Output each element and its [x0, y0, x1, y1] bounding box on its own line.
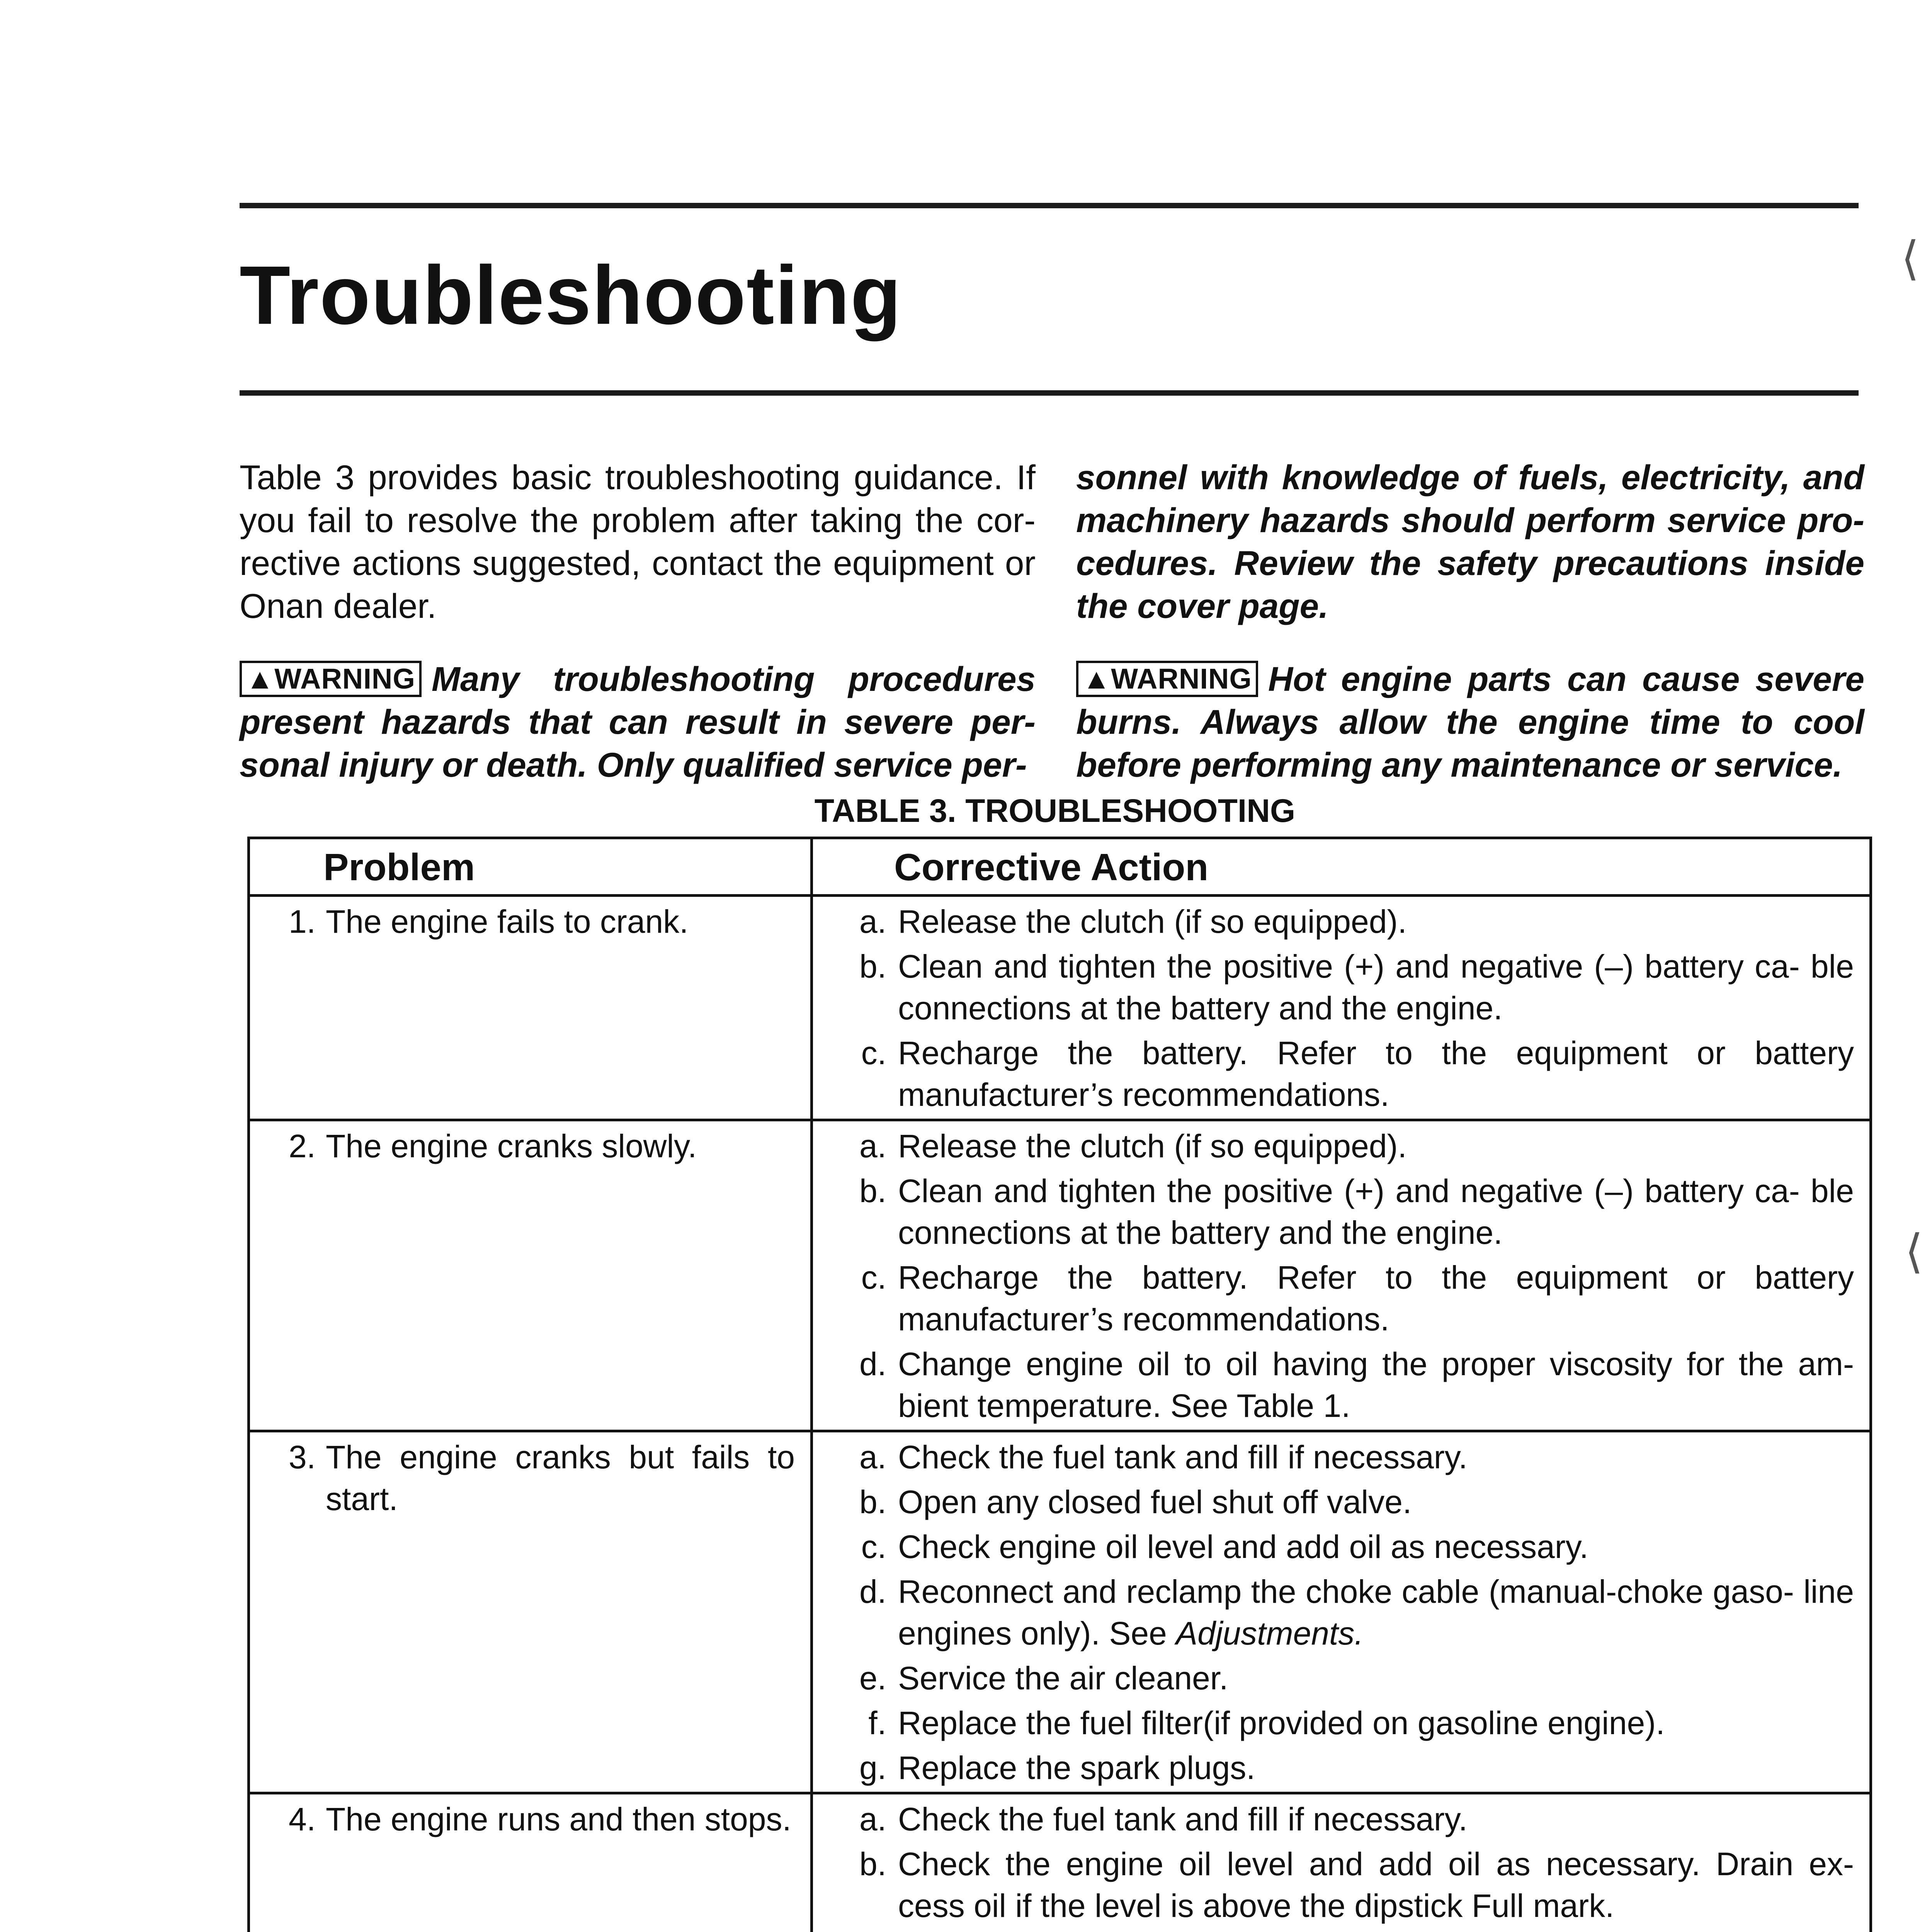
- problem-cell: [249, 896, 812, 1120]
- corrective-action-cell: [812, 1431, 1871, 1793]
- top-rule: [240, 203, 1859, 208]
- action-text: Clean and tighten the positive (+) and negative (–) battery ca- ble connections at the battery and the engine.: [898, 1173, 1854, 1251]
- action-letter: a.: [859, 1439, 886, 1475]
- action-text-wrap: [898, 1032, 1854, 1116]
- problem-number: 1.: [288, 903, 316, 940]
- table-row: [249, 896, 1871, 1120]
- title-underline-rule: [240, 390, 1859, 396]
- table-body: [249, 896, 1871, 1932]
- action-text: Replace the spark plugs.: [898, 1750, 1255, 1786]
- action-text-wrap: [898, 901, 1854, 942]
- action-text: Change engine oil to oil having the proper viscosity for the am- bient temperature. See Table 1.: [898, 1346, 1854, 1424]
- action-item: [828, 1657, 1854, 1699]
- intro-paragraph: Table 3 provides basic troubleshooting guidance. If you fail to resolve the problem after taking the cor- rective actions suggested, contact the equipment or Onan dealer.: [240, 458, 1036, 625]
- problem-cell: [249, 1431, 812, 1793]
- corrective-action-cell: [812, 896, 1871, 1120]
- action-letter: g.: [859, 1750, 886, 1786]
- action-item: [828, 1930, 1854, 1932]
- problem-text: The engine fails to crank.: [326, 903, 689, 940]
- action-item: [828, 946, 1854, 1029]
- action-letter: b.: [859, 1846, 886, 1882]
- action-text-wrap: [898, 1125, 1854, 1167]
- action-text-wrap: [898, 1798, 1854, 1840]
- action-text: Check the fuel tank and fill if necessary.: [898, 1439, 1468, 1475]
- table-row: [249, 1120, 1871, 1431]
- warning-1-left: [240, 658, 1036, 786]
- action-text-wrap: [898, 1481, 1854, 1523]
- action-letter: a.: [859, 903, 886, 940]
- action-item: [828, 1526, 1854, 1568]
- action-item: [828, 1843, 1854, 1927]
- action-text-wrap: [898, 1571, 1854, 1654]
- action-letter: a.: [859, 1128, 886, 1164]
- action-text-wrap: [898, 1343, 1854, 1427]
- action-text-wrap: [898, 1747, 1854, 1789]
- action-text-wrap: [898, 946, 1854, 1029]
- problem-number: 3.: [288, 1439, 316, 1475]
- action-reference: Adjustments.: [1176, 1615, 1364, 1651]
- action-text: Release the clutch (if so equipped).: [898, 1128, 1407, 1164]
- action-letter: d.: [859, 1346, 886, 1382]
- action-letter: b.: [859, 1173, 886, 1209]
- action-text: Check engine oil level and add oil as necessary.: [898, 1529, 1588, 1565]
- action-item: [828, 1571, 1854, 1654]
- action-item: [828, 901, 1854, 942]
- warning-triangle-icon: ▲: [246, 663, 275, 695]
- corrective-action-cell: [812, 1793, 1871, 1932]
- warning-2: [1076, 658, 1864, 786]
- action-text-wrap: [898, 1843, 1854, 1927]
- problem-text: The engine runs and then stops.: [326, 1801, 791, 1837]
- action-text-wrap: [898, 1170, 1854, 1253]
- problem-text: The engine cranks slowly.: [326, 1128, 697, 1164]
- action-text: Service the air cleaner.: [898, 1660, 1228, 1696]
- action-text: Recharge the battery. Refer to the equipment or battery manufacturer’s recommendations.: [898, 1035, 1854, 1113]
- action-text-wrap: [898, 1930, 1854, 1932]
- action-letter: b.: [859, 1484, 886, 1520]
- action-item: [828, 1032, 1854, 1116]
- action-text-wrap: [898, 1257, 1854, 1340]
- table-caption: TABLE 3. TROUBLESHOOTING: [814, 793, 1296, 829]
- action-item: [828, 1702, 1854, 1744]
- action-text: Check the fuel tank and fill if necessary.: [898, 1801, 1468, 1837]
- action-item: [828, 1481, 1854, 1523]
- action-text: Clean and tighten the positive (+) and negative (–) battery ca- ble connections at the battery and the engine.: [898, 948, 1854, 1026]
- problem-cell: [249, 1120, 812, 1431]
- table-header-row: [249, 838, 1871, 896]
- table-row: [249, 1793, 1871, 1932]
- binding-hole-mark-icon: ⟨: [1905, 1226, 1923, 1277]
- problem-text: The engine cranks but fails to start.: [326, 1439, 795, 1517]
- intro-left-column: [240, 456, 1036, 816]
- action-item: [828, 1170, 1854, 1253]
- action-letter: f.: [868, 1705, 886, 1741]
- action-text-wrap: [898, 1436, 1854, 1478]
- intro-right-column: [1076, 456, 1864, 816]
- warning-tag-1: ▲WARNING: [240, 661, 422, 697]
- action-letter: c.: [861, 1259, 886, 1296]
- warning-1-text: Many troubleshooting procedures present hazards that can result in severe per- sonal injury or death. Only qualified service per-: [240, 660, 1036, 784]
- action-text: Release the clutch (if so equipped).: [898, 903, 1407, 940]
- action-letter: d.: [859, 1573, 886, 1610]
- action-item: [828, 1798, 1854, 1840]
- warning-2-text: Hot engine parts can cause severe burns. Always allow the engine time to cool before performing any maintenance or service.: [1076, 660, 1864, 784]
- action-letter: e.: [859, 1660, 886, 1696]
- action-letter: c.: [861, 1529, 886, 1565]
- binding-hole-mark-icon: ⟨: [1901, 233, 1919, 284]
- action-letter: b.: [859, 948, 886, 985]
- action-item: [828, 1257, 1854, 1340]
- problem-number: 4.: [288, 1801, 316, 1837]
- action-text-wrap: [898, 1526, 1854, 1568]
- action-text-wrap: [898, 1657, 1854, 1699]
- page-title: Troubleshooting: [240, 248, 902, 342]
- action-text: Open any closed fuel shut off valve.: [898, 1484, 1412, 1520]
- action-letter: a.: [859, 1801, 886, 1837]
- problem-header: Problem: [249, 838, 812, 896]
- warning-triangle-icon: ▲: [1082, 663, 1111, 695]
- problem-number: 2.: [288, 1128, 316, 1164]
- action-item: [828, 1343, 1854, 1427]
- warning-1-continuation: sonnel with knowledge of fuels, electricity, and machinery hazards should perform service pro- cedures. Review the safety precautions inside the cover page.: [1076, 458, 1864, 625]
- table-row: [249, 1431, 1871, 1793]
- action-text: Recharge the battery. Refer to the equipment or battery manufacturer’s recommendations.: [898, 1259, 1854, 1337]
- troubleshooting-table: [247, 837, 1872, 1932]
- action-letter: c.: [861, 1035, 886, 1071]
- warning-tag-2: ▲WARNING: [1076, 661, 1258, 697]
- action-item: [828, 1747, 1854, 1789]
- problem-cell: [249, 1793, 812, 1932]
- action-letter: [828, 1930, 898, 1932]
- action-text: Replace the fuel filter(if provided on gasoline engine).: [898, 1705, 1665, 1741]
- action-text: Reconnect and reclamp the choke cable (manual-choke gaso- line engines only). See: [898, 1573, 1854, 1651]
- corrective-action-cell: [812, 1120, 1871, 1431]
- action-item: [828, 1125, 1854, 1167]
- action-item: [828, 1436, 1854, 1478]
- action-text: Check the engine oil level and add oil as necessary. Drain ex- cess oil if the level is above the dipstick Full mark.: [898, 1846, 1854, 1924]
- corrective-action-header: Corrective Action: [812, 838, 1871, 896]
- action-text-wrap: [898, 1702, 1854, 1744]
